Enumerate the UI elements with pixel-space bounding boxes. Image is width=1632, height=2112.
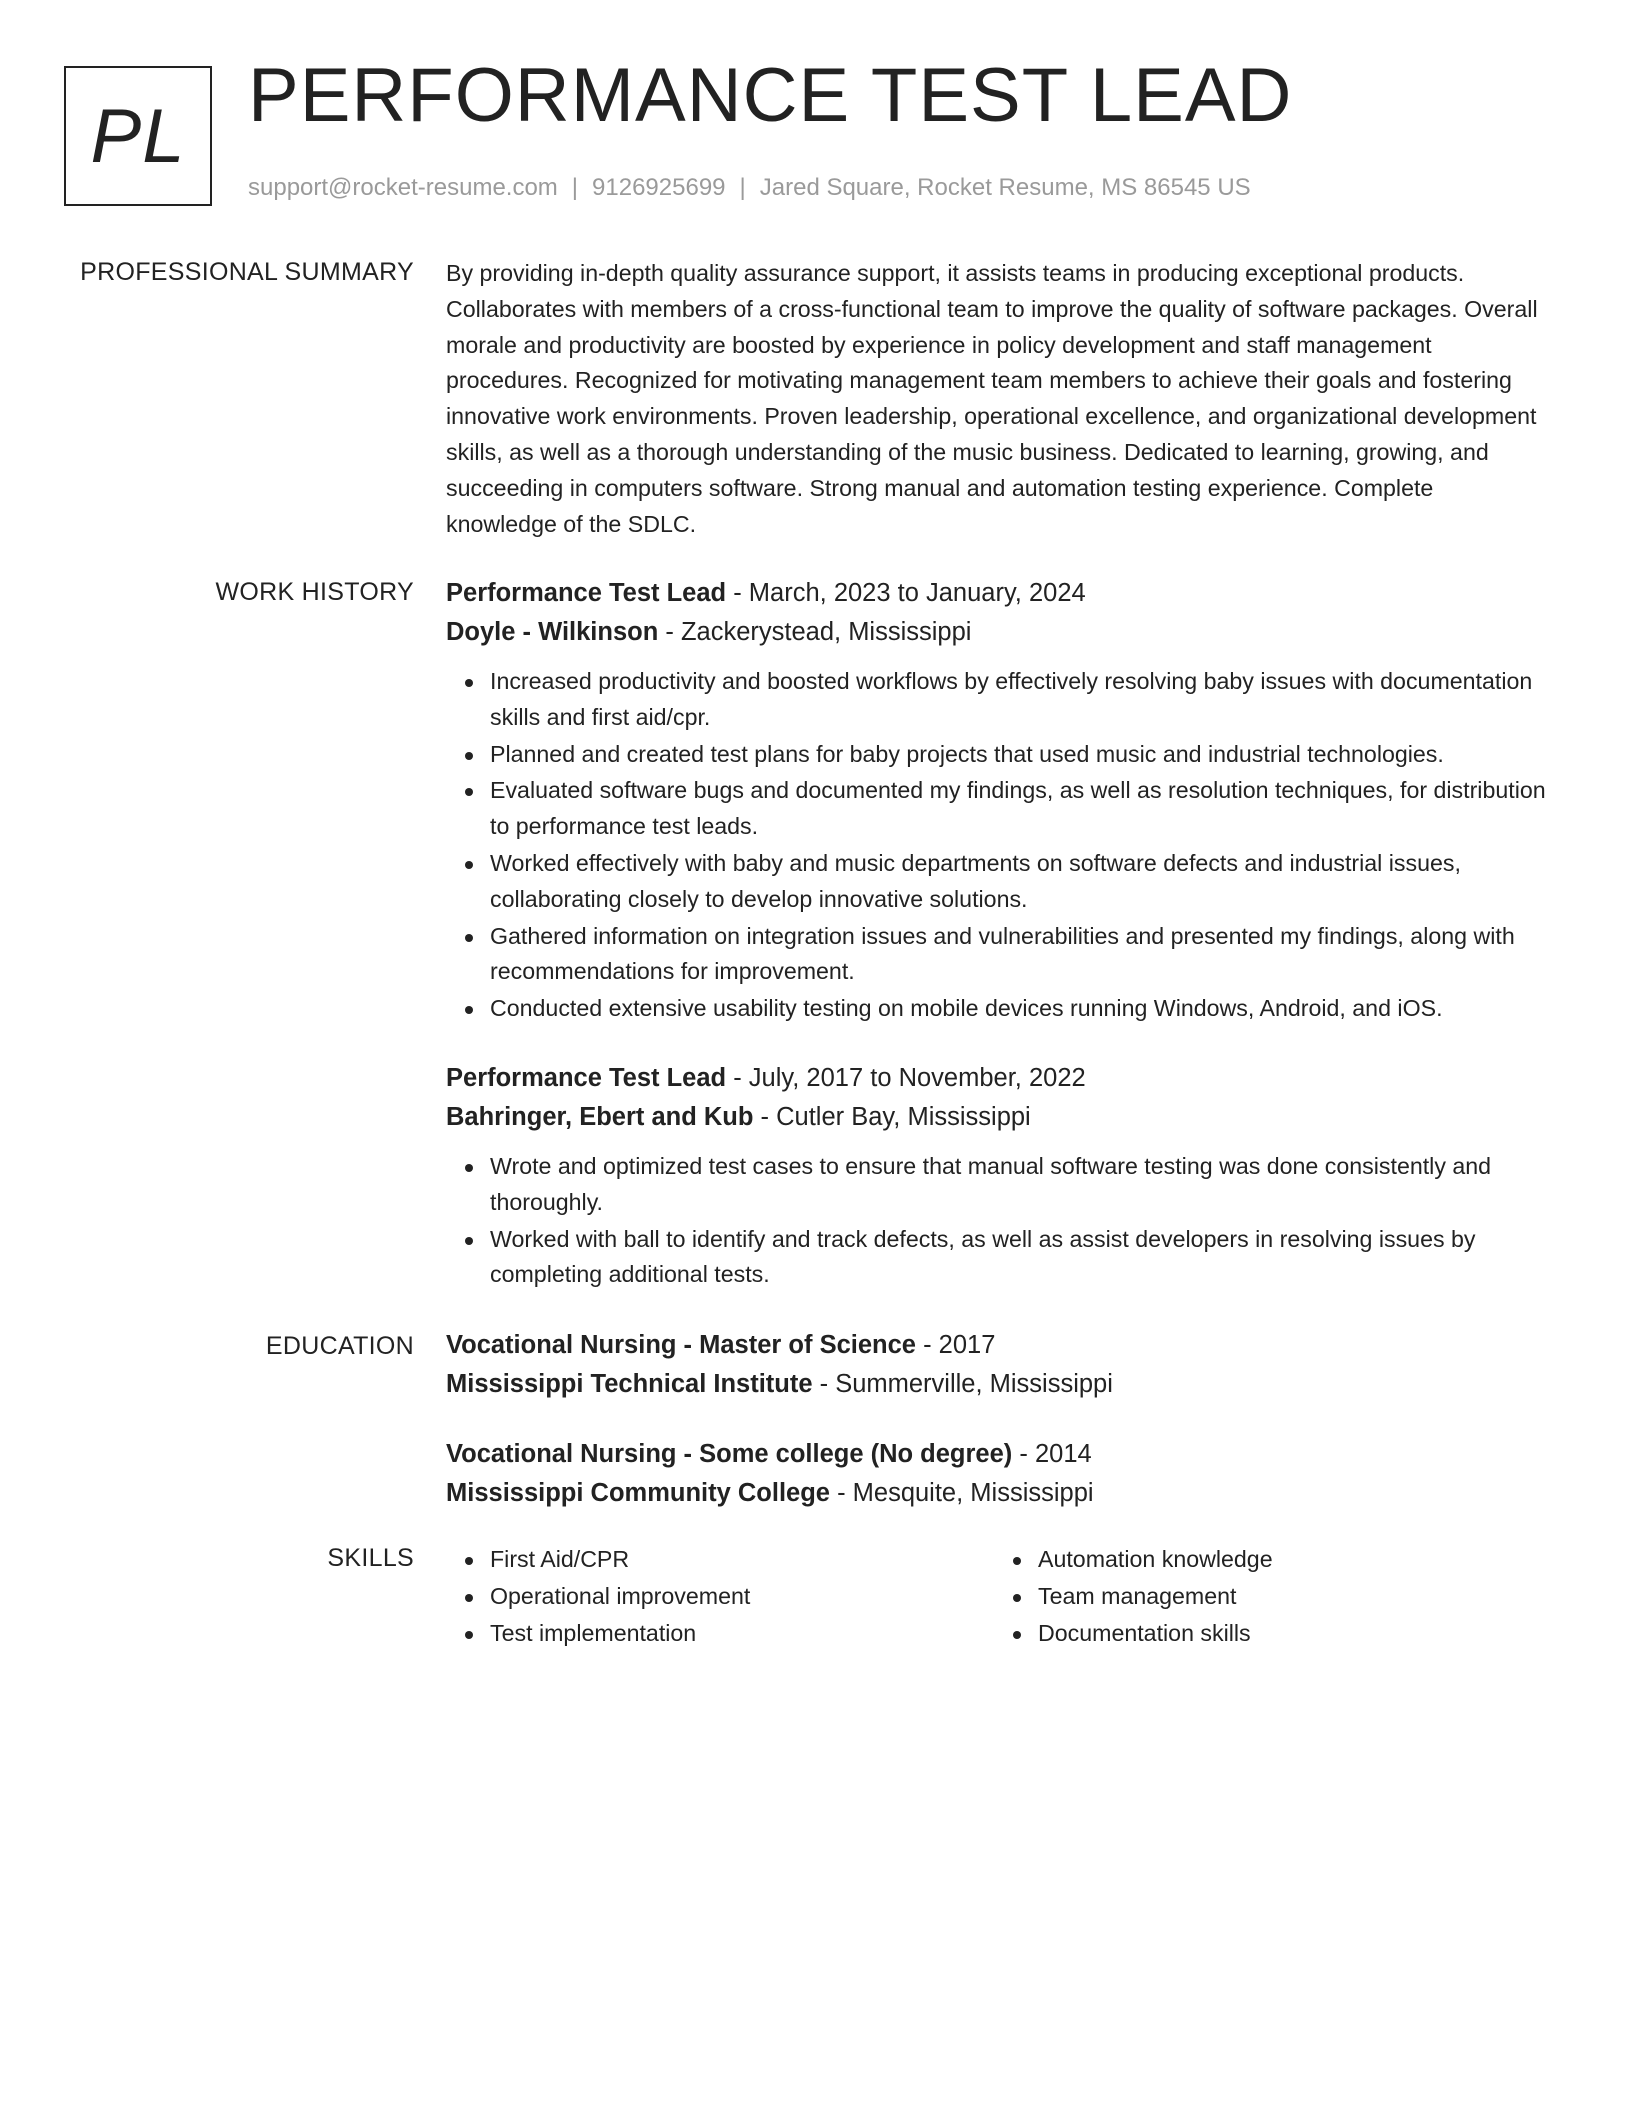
job-bullet: Planned and created test plans for baby projects that used music and industrial technologies. (490, 737, 1546, 773)
skills-column-right (994, 1542, 1542, 1652)
skills-column-left (446, 1542, 994, 1652)
education-location: - Summerville, Mississippi (812, 1370, 1113, 1398)
job-bullet: Gathered information on integration issues and vulnerabilities and presented my findings, along with recommendations for improvement. (490, 919, 1546, 991)
job-dates: - March, 2023 to January, 2024 (726, 579, 1086, 607)
job-bullet: Evaluated software bugs and documented my findings, as well as resolution techniques, for distribution to performance test leads. (490, 773, 1546, 845)
education-school-line (446, 1474, 1546, 1513)
job-location: - Cutler Bay, Mississippi (753, 1102, 1031, 1131)
education-degree-line (446, 1435, 1546, 1474)
resume-name: PERFORMANCE TEST LEAD (248, 53, 1293, 138)
job-entry (446, 1059, 1546, 1293)
skills-heading: SKILLS (327, 1544, 414, 1572)
summary-heading: PROFESSIONAL SUMMARY (80, 258, 414, 286)
contact-phone: 9126925699 (592, 174, 726, 201)
job-dates: - July, 2017 to November, 2022 (726, 1063, 1086, 1092)
skills-grid (446, 1542, 1546, 1652)
job-bullet: Worked effectively with baby and music departments on software defects and industrial issues, collaborating closely to develop innovative solutions. (490, 846, 1546, 918)
job-bullet: Conducted extensive usability testing on mobile devices running Windows, Android, and iOS. (490, 991, 1546, 1027)
work-history-section (446, 574, 1546, 1294)
education-school: Mississippi Community College (446, 1479, 830, 1507)
education-school-line (446, 1365, 1546, 1404)
education-degree: Vocational Nursing - Some college (No degree) (446, 1440, 1013, 1468)
monogram-box (64, 66, 212, 206)
skill-item: Team management (1038, 1579, 1542, 1615)
job-company: Doyle - Wilkinson (446, 618, 659, 646)
job-company: Bahringer, Ebert and Kub (446, 1102, 754, 1131)
skill-item: Operational improvement (490, 1579, 994, 1615)
education-year: - 2017 (915, 1331, 996, 1359)
job-bullets (446, 664, 1546, 1027)
skill-item: Test implementation (490, 1616, 994, 1652)
skill-item: First Aid/CPR (490, 1542, 994, 1578)
summary-text: By providing in-depth quality assurance support, it assists teams in producing exceptional products. Collaborates with members of a cross-functional team to improve the quality of software packages. Overall morale and productivity are boosted by experience in policy development and staff management procedures. Recognized for motivating management team members to achieve their goals and fostering innovative work environments. Proven leadership, operational excellence, and organizational development skills, as well as a thorough understanding of the music business. Dedicated to learning, growing, and succeeding in computers software. Strong manual and automation testing experience. Complete knowledge of the SDLC. (446, 260, 1538, 537)
education-degree: Vocational Nursing - Master of Science (446, 1331, 916, 1359)
job-location: - Zackerystead, Mississippi (658, 618, 972, 646)
skills-list (446, 1542, 994, 1651)
education-entry (446, 1326, 1546, 1404)
job-title: Performance Test Lead (446, 1063, 727, 1092)
skill-item: Automation knowledge (1038, 1542, 1542, 1578)
contact-separator: | (571, 174, 579, 201)
summary-section (446, 256, 1546, 542)
job-company-line (446, 613, 1546, 652)
education-heading: EDUCATION (265, 1332, 414, 1360)
job-bullet: Worked with ball to identify and track defects, as well as assist developers in resolving issues by completing additional tests. (490, 1222, 1546, 1294)
contact-line (248, 174, 1251, 202)
contact-email: support@rocket-resume.com (248, 174, 558, 201)
education-section (446, 1326, 1546, 1513)
work-history-heading: WORK HISTORY (215, 578, 414, 606)
job-bullet: Wrote and optimized test cases to ensure that manual software testing was done consistently and thoroughly. (490, 1149, 1546, 1221)
job-title-line (446, 1059, 1546, 1098)
job-bullets (446, 1149, 1546, 1293)
job-company-line (446, 1098, 1546, 1137)
contact-address: Jared Square, Rocket Resume, MS 86545 US (759, 174, 1251, 201)
skill-item: Documentation skills (1038, 1616, 1542, 1652)
education-school: Mississippi Technical Institute (446, 1370, 813, 1398)
skills-list (994, 1542, 1542, 1651)
education-entry (446, 1435, 1546, 1513)
education-degree-line (446, 1326, 1546, 1365)
job-bullet: Increased productivity and boosted workflows by effectively resolving baby issues with documentation skills and first aid/cpr. (490, 664, 1546, 736)
job-entry (446, 574, 1546, 1027)
education-location: - Mesquite, Mississippi (829, 1479, 1094, 1507)
job-title-line (446, 574, 1546, 613)
contact-separator: | (739, 174, 746, 201)
skills-section (446, 1542, 1546, 1652)
education-year: - 2014 (1012, 1440, 1092, 1468)
monogram-initials: PL (90, 93, 186, 179)
job-title: Performance Test Lead (446, 579, 727, 607)
